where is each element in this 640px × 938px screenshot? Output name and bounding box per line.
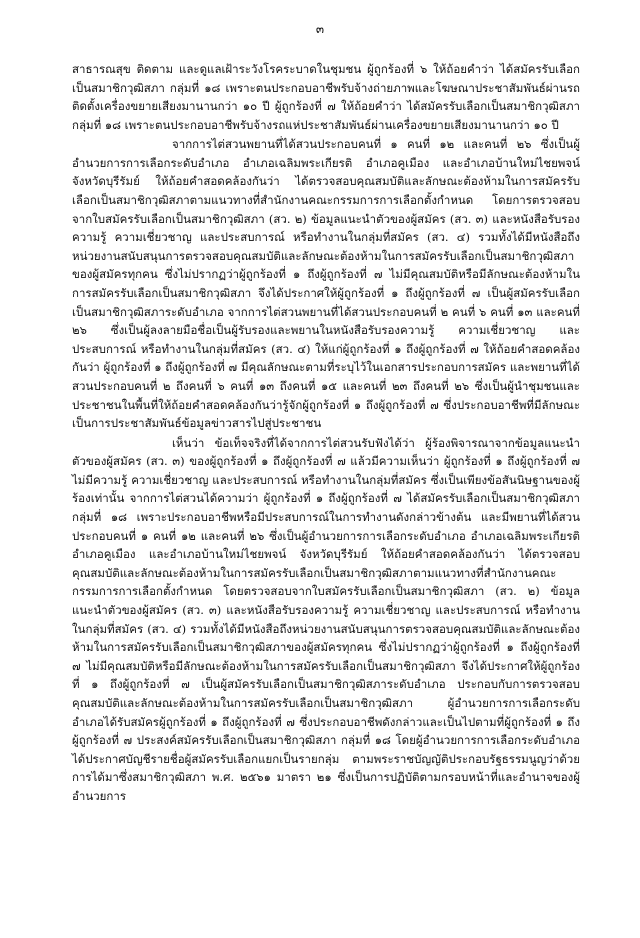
document-body <box>72 60 580 806</box>
paragraph-3-text: เห็นว่า ข้อเท็จจริงที่ได้จากการไต่สวนรับฟังได้ว่า ผู้ร้องพิจารณาจากข้อมูลแนะนำตัวของผู้สมัคร (สว. ๓) ของผู้ถูกร้องที่ ๑ ถึงผู้ถูกร้องที่ ๗ แล้วมีความเห็นว่า ผู้ถูกร้องที่ ๑ ถึงผู้ถูกร้องที่ ๗ ไม่มีความรู้ ความเชี่ยวชาญ และประสบการณ์ หรือทำงานในกลุ่มที่สมัคร ซึ่งเป็นเพียงข้อสันนิษฐานของผู้ร้องเท่านั้น จากการไต่สวนได้ความว่า ผู้ถูกร้องที่ ๑ ถึงผู้ถูกร้องที่ ๗ ได้สมัครรับเลือกเป็นสมาชิกวุฒิสภากลุ่มที่ ๑๘ เพราะประกอบอาชีพหรือมีประสบการณ์ในการทำงานดังกล่าวข้างต้น และมีพยานที่ได้สวนประกอบคนที่ ๑ คนที่ ๑๒ และคนที่ ๒๖ ซึ่งเป็นผู้อำนวยการการเลือกระดับอำเภอ อำเภอเฉลิมพระเกียรติ อำเภอคูเมือง และอำเภอบ้านใหม่ไชยพจน์ จังหวัดบุรีรัมย์ ให้ถ้อยคำสอดคล้องกันว่า ได้ตรวจสอบคุณสมบัติและลักษณะต้องห้ามในการสมัครรับเลือกเป็นสมาชิกวุฒิสภาตามแนวทางที่สำนักงานคณะกรรมการการเลือกตั้งกำหนด โดยตรวจสอบจากใบสมัครรับเลือกเป็นสมาชิกวุฒิสภา (สว. ๒) ข้อมูลแนะนำตัวของผู้สมัคร (สว. ๓) และหนังสือรับรองความรู้ ความเชี่ยวชาญ และประสบการณ์ หรือทำงานในกลุ่มที่สมัคร (สว. ๔) รวมทั้งได้มีหนังสือถึงหน่วยงานสนับสนุนการตรวจสอบคุณสมบัติและลักษณะต้องห้ามในการสมัครรับเลือกเป็นสมาชิกวุฒิสภาของผู้สมัครทุกคน ซึ่งไม่ปรากฏว่าผู้ถูกร้องที่ ๑ ถึงผู้ถูกร้องที่ ๗ ไม่มีคุณสมบัติหรือมีลักษณะต้องห้ามในการสมัครรับเลือกเป็นสมาชิกวุฒิสภา จึงได้ประกาศให้ผู้ถูกร้องที่ ๑ ถึงผู้ถูกร้องที่ ๗ เป็นผู้สมัครรับเลือกเป็นสมาชิกวุฒิสภาระดับอำเภอ ประกอบกับการตรวจสอบคุณสมบัติและลักษณะต้องห้ามในการสมัครรับเลือกเป็นสมาชิกวุฒิสภา ผู้อำนวยการการเลือกระดับอำเภอได้รับสมัครผู้ถูกร้องที่ ๑ ถึงผู้ถูกร้องที่ ๗ ซึ่งประกอบอาชีพดังกล่าวและเป็นไปตามที่ผู้ถูกร้องที่ ๑ ถึงผู้ถูกร้องที่ ๗ ประสงค์สมัครรับเลือกเป็นสมาชิกวุฒิสภา กลุ่มที่ ๑๘ โดยผู้อำนวยการการเลือกระดับอำเภอได้ประกาศบัญชีรายชื่อผู้สมัครรับเลือกแยกเป็นรายกลุ่ม ตามพระราชบัญญัติประกอบรัฐธรรมนูญว่าด้วยการได้มาซึ่งสมาชิกวุฒิสภา พ.ศ. ๒๕๖๑ มาตรา ๒๑ ซึ่งเป็นการปฏิบัติตามกรอบหน้าที่และอำนาจของผู้อำนวยการ <box>72 435 580 803</box>
paragraph-3 <box>72 434 580 806</box>
paragraph-2-text: จากการไต่สวนพยานที่ได้สวนประกอบคนที่ ๑ คนที่ ๑๒ และคนที่ ๒๖ ซึ่งเป็นผู้อำนวยการการเลือกระดับอำเภอ อำเภอเฉลิมพระเกียรติ อำเภอคูเมือง และอำเภอบ้านใหม่ไชยพจน์ จังหวัดบุรีรัมย์ ให้ถ้อยคำสอดคล้องกันว่า ได้ตรวจสอบคุณสมบัติและลักษณะต้องห้ามในการสมัครรับเลือกเป็นสมาชิกวุฒิสภาตามแนวทางที่สำนักงานคณะกรรมการการเลือกตั้งกำหนด โดยการตรวจสอบจากใบสมัครรับเลือกเป็นสมาชิกวุฒิสภา (สว. ๒) ข้อมูลแนะนำตัวของผู้สมัคร (สว. ๓) และหนังสือรับรองความรู้ ความเชี่ยวชาญ และประสบการณ์ หรือทำงานในกลุ่มที่สมัคร (สว. ๔) รวมทั้งได้มีหนังสือถึงหน่วยงานสนับสนุนการตรวจสอบคุณสมบัติและลักษณะต้องห้ามในการสมัครรับเลือกเป็นสมาชิกวุฒิสภาของผู้สมัครทุกคน ซึ่งไม่ปรากฏว่าผู้ถูกร้องที่ ๑ ถึงผู้ถูกร้องที่ ๗ ไม่มีคุณสมบัติหรือมีลักษณะต้องห้ามในการสมัครรับเลือกเป็นสมาชิกวุฒิสภา จึงได้ประกาศให้ผู้ถูกร้องที่ ๑ ถึงผู้ถูกร้องที่ ๗ เป็นผู้สมัครรับเลือกเป็นสมาชิกวุฒิสภาระดับอำเภอ จากการไต่สวนพยานที่ได้สวนประกอบคนที่ ๒ คนที่ ๖ คนที่ ๑๓ และคนที่ ๒๖ ซึ่งเป็นผู้ลงลายมือชื่อเป็นผู้รับรองและพยานในหนังสือรับรองความรู้ ความเชี่ยวชาญ และประสบการณ์ หรือทำงานในกลุ่มที่สมัคร (สว. ๔) ให้แก่ผู้ถูกร้องที่ ๑ ถึงผู้ถูกร้องที่ ๗ ให้ถ้อยคำสอดคล้องกันว่า ผู้ถูกร้องที่ ๑ ถึงผู้ถูกร้องที่ ๗ มีคุณลักษณะตามที่ระบุไว้ในเอกสารประกอบการสมัคร และพยานที่ได้สวนประกอบคนที่ ๒ ถึงคนที่ ๖ คนที่ ๑๓ ถึงคนที่ ๑๕ และคนที่ ๒๓ ถึงคนที่ ๒๖ ซึ่งเป็นผู้นำชุมชนและประชาชนในพื้นที่ให้ถ้อยคำสอดคล้องกันว่ารู้จักผู้ถูกร้องที่ ๑ ถึงผู้ถูกร้องที่ ๗ ซึ่งประกอบอาชีพที่มีลักษณะเป็นการประชาสัมพันธ์ข้อมูลข่าวสารไปสู่ประชาชน <box>72 137 580 431</box>
page-number: ๓ <box>315 22 325 36</box>
paragraph-1: สาธารณสุข ติดตาม และดูแลเฝ้าระวังโรคระบาดในชุมชน ผู้ถูกร้องที่ ๖ ให้ถ้อยคำว่า ได้สมัครรับเลือกเป็นสมาชิกวุฒิสภา กลุ่มที่ ๑๘ เพราะตนประกอบอาชีพรับจ้างถ่ายภาพและโฆษณาประชาสัมพันธ์ผ่านรถติดตั้งเครื่องขยายเสียงมานานกว่า ๑๐ ปี ผู้ถูกร้องที่ ๗ ให้ถ้อยคำว่า ได้สมัครรับเลือกเป็นสมาชิกวุฒิสภากลุ่มที่ ๑๘ เพราะตนประกอบอาชีพรับจ้างรถแห่ประชาสัมพันธ์ผ่านเครื่องขยายเสียงมานานกว่า ๑๐ ปี <box>72 62 580 132</box>
paragraph-2 <box>72 135 580 433</box>
